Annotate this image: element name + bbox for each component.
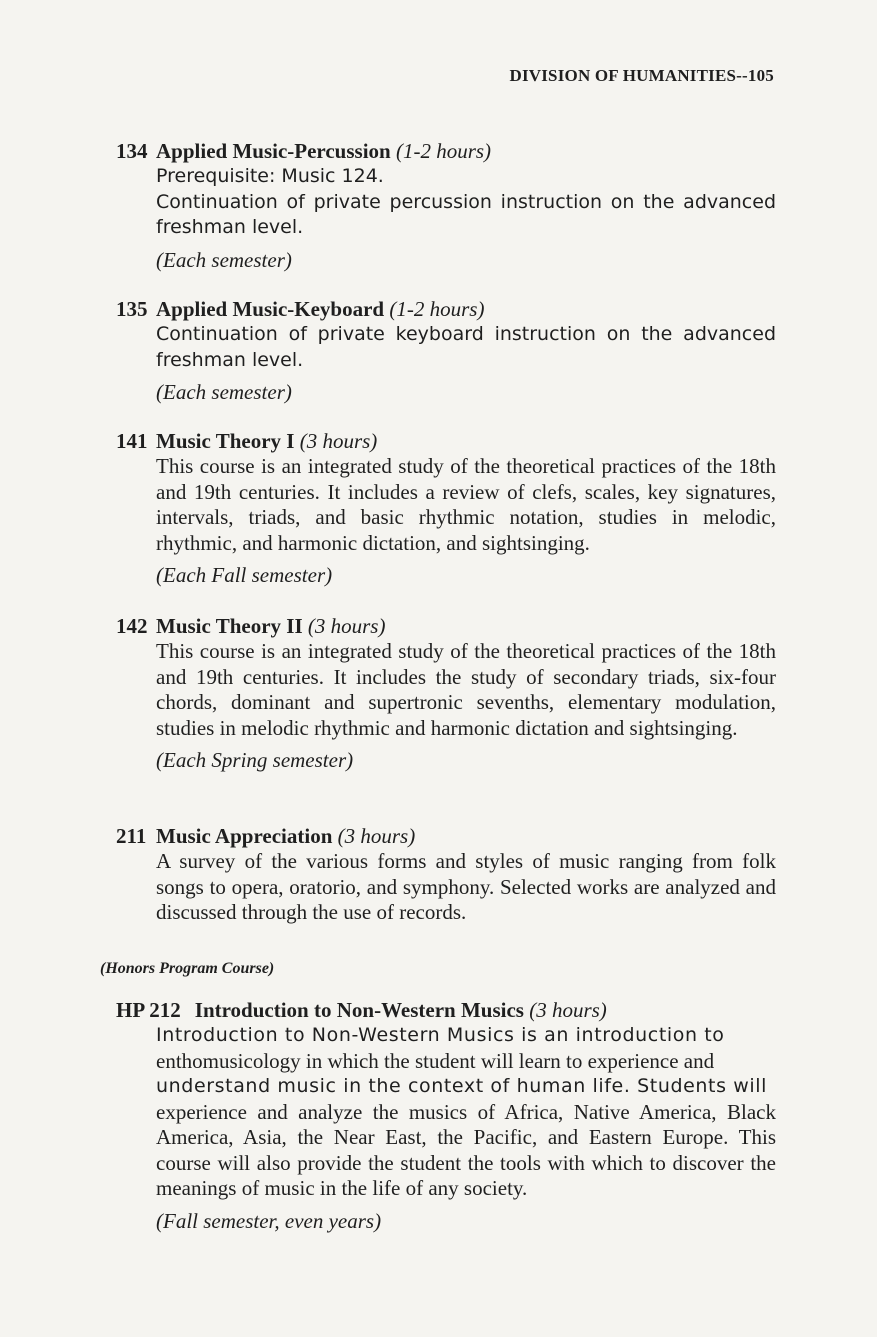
course-number: 134 xyxy=(116,139,148,163)
course-name: Music Theory II xyxy=(156,614,303,638)
course-note: (Each semester) xyxy=(156,247,292,272)
course-description-line: Introduction to Non-Western Musics is an introduction to xyxy=(156,1024,725,1046)
course-number: HP 212 xyxy=(116,998,181,1022)
course-hours: (3 hours) xyxy=(307,614,386,638)
course-note: (Each semester) xyxy=(156,380,292,404)
course-hours: (3 hours) xyxy=(529,998,607,1022)
course-number: 135 xyxy=(116,297,148,321)
course-hp-212 xyxy=(116,997,776,1234)
course-description: A survey of the various forms and styles of music ranging from folk songs to opera, oratorio, and symphony. Selected works are analyzed and discussed through the use of records. xyxy=(156,849,776,924)
course-hours: (1-2 hours) xyxy=(389,297,485,321)
course-note: (Fall semester, even years) xyxy=(156,1208,382,1233)
course-number: 141 xyxy=(116,429,148,453)
course-body xyxy=(156,639,776,741)
course-title xyxy=(116,138,776,164)
course-135 xyxy=(116,296,776,406)
course-title xyxy=(116,613,776,639)
course-name: Applied Music-Percussion xyxy=(156,139,391,163)
course-title xyxy=(116,296,776,322)
course-body xyxy=(156,849,776,926)
course-number: 142 xyxy=(116,614,148,638)
course-body xyxy=(156,454,776,556)
running-head: DIVISION OF HUMANITIES--105 xyxy=(509,66,774,85)
course-134 xyxy=(116,138,776,273)
course-hours: (3 hours) xyxy=(299,429,378,453)
course-description: Continuation of private keyboard instruction on the advanced freshman level. xyxy=(156,323,776,371)
course-141 xyxy=(116,428,776,589)
course-description: This course is an integrated study of the theoretical practices of the 18th and 19th centuries. It includes the study of secondary triads, six-four chords, dominant and supertronic sevenths, elementary modulation, studies in melodic rhythmic and harmonic dictation and sightsinging. xyxy=(156,639,776,740)
course-title xyxy=(116,997,776,1023)
honors-program-label: (Honors Program Course) xyxy=(100,960,275,977)
course-title xyxy=(116,823,776,849)
course-hours: (3 hours) xyxy=(337,824,416,848)
course-description-line: understand music in the context of human life. Students will xyxy=(156,1075,768,1097)
course-142 xyxy=(116,613,776,774)
course-description: Continuation of private percussion instruction on the advanced freshman level. xyxy=(156,190,776,238)
course-number: 211 xyxy=(116,824,147,848)
course-prereq: Prerequisite: Music 124. xyxy=(156,165,384,187)
course-name: Music Theory I xyxy=(156,429,295,453)
course-title xyxy=(116,428,776,454)
course-body xyxy=(156,1023,776,1202)
course-note: (Each Fall semester) xyxy=(156,563,333,587)
course-name: Introduction to Non-Western Musics xyxy=(194,998,524,1022)
course-name: Music Appreciation xyxy=(156,824,333,848)
course-211 xyxy=(116,823,776,926)
course-description: experience and analyze the musics of Africa, Native America, Black America, Asia, the Near East, the Pacific, and Eastern Europe. This course will also provide the student the tools with which to discover the meanings of music in the life of any society. xyxy=(156,1099,776,1200)
course-description-line: enthomusicology in which the student will learn to experience and xyxy=(156,1048,715,1073)
course-description: This course is an integrated study of the theoretical practices of the 18th and 19th centuries. It includes a review of clefs, scales, key signatures, intervals, triads, and basic rhythmic notation, studies in melodic, rhythmic, and harmonic dictation, and sightsinging. xyxy=(156,454,776,555)
course-name: Applied Music-Keyboard xyxy=(156,297,385,321)
course-note: (Each Spring semester) xyxy=(156,748,354,772)
course-hours: (1-2 hours) xyxy=(395,139,492,163)
course-body xyxy=(156,164,776,241)
course-body xyxy=(156,322,776,373)
